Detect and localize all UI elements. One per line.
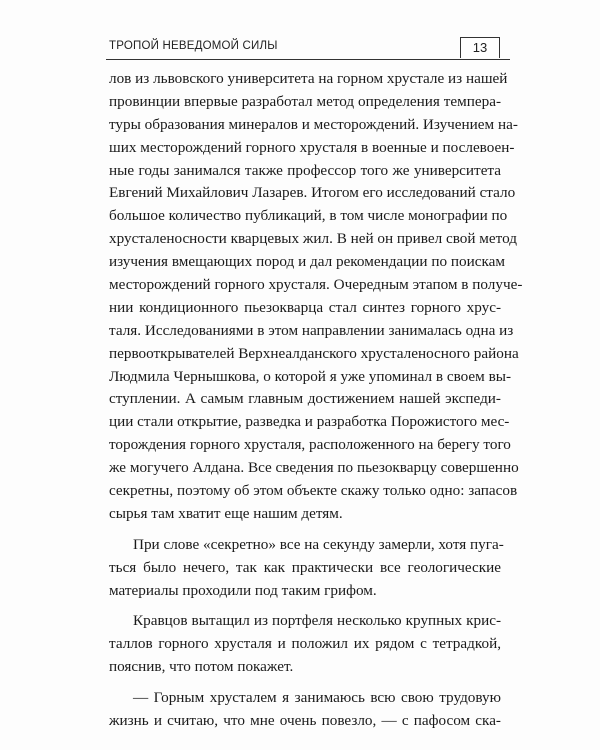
- text-line: Кравцов вытащил из портфеля несколько крупных крис-: [133, 612, 501, 630]
- text-line: ции стали открытие, разведка и разработка Порожистого мес-: [109, 413, 510, 431]
- text-line: ступлении. А самым главным достижением нашей экспеди-: [109, 390, 501, 408]
- text-line: торождения горного хрусталя, расположенного на берегу того: [109, 436, 511, 454]
- paragraph: [109, 610, 501, 679]
- text-line: изучения вмещающих пород и дал рекомендации по поискам: [109, 253, 505, 271]
- text-line: При слове «секретно» все на секунду замерли, хотя пуга-: [133, 535, 504, 553]
- text-line: хрусталеносности кварцевых жил. В ней он привел свой метод: [109, 230, 517, 248]
- text-line: — Горным хрусталем я занимаюсь всю свою трудовую: [133, 689, 501, 707]
- text-line: ные годы занимался также профессор того же университета: [109, 161, 501, 179]
- text-line: нии кондиционного пьезокварца стал синтез горного хрус-: [109, 298, 501, 316]
- text-line: Евгений Михайлович Лазарев. Итогом его исследований стало: [109, 184, 516, 202]
- text-line: секретны, поэтому об этом объекте скажу только одно: запасов: [109, 482, 518, 500]
- paragraph: [109, 534, 504, 603]
- text-line: ться было нечего, так как практически все геологические: [109, 558, 501, 576]
- page-number: 13: [460, 37, 500, 58]
- paragraph: [109, 687, 501, 733]
- text-line: туры образования минералов и месторождений. Изучением на-: [109, 115, 518, 133]
- text-line: таля. Исследованиями в этом направлении занималась одна из: [109, 321, 514, 339]
- text-line: материалы проходили под таким грифом.: [109, 581, 377, 599]
- paragraph: [109, 68, 523, 526]
- text-line: лов из львовского университета на горном хрустале из нашей: [109, 70, 508, 87]
- body-text: [109, 68, 523, 733]
- text-line: таллов горного хрусталя и положил их рядом с тетрадкой,: [109, 635, 501, 653]
- text-line: Людмила Чернышкова, о которой я уже упоминал в своем вы-: [109, 367, 512, 385]
- text-line: же могучего Алдана. Все сведения по пьезокварцу совершенно: [109, 459, 519, 477]
- text-line: ших месторождений горного хрусталя в военные и послевоен-: [109, 138, 515, 156]
- text-line: первооткрывателей Верхнеалданского хрусталеносного района: [109, 344, 519, 362]
- text-line: провинции впервые разработал метод определения темпера-: [109, 92, 501, 110]
- text-line: пояснив, что потом покажет.: [109, 658, 294, 676]
- text-line: большое количество публикаций, в том числе монографии по: [109, 207, 508, 225]
- header-rule: [106, 59, 510, 60]
- text-line: жизнь и считаю, что мне очень повезло, — с пафосом ска-: [109, 712, 501, 730]
- text-line: сырья там хватит еще нашим детям.: [109, 504, 343, 522]
- running-header: ТРОПОЙ НЕВЕДОМОЙ СИЛЫ: [109, 40, 278, 52]
- text-line: месторождений горного хрусталя. Очередным этапом в получе-: [109, 276, 523, 294]
